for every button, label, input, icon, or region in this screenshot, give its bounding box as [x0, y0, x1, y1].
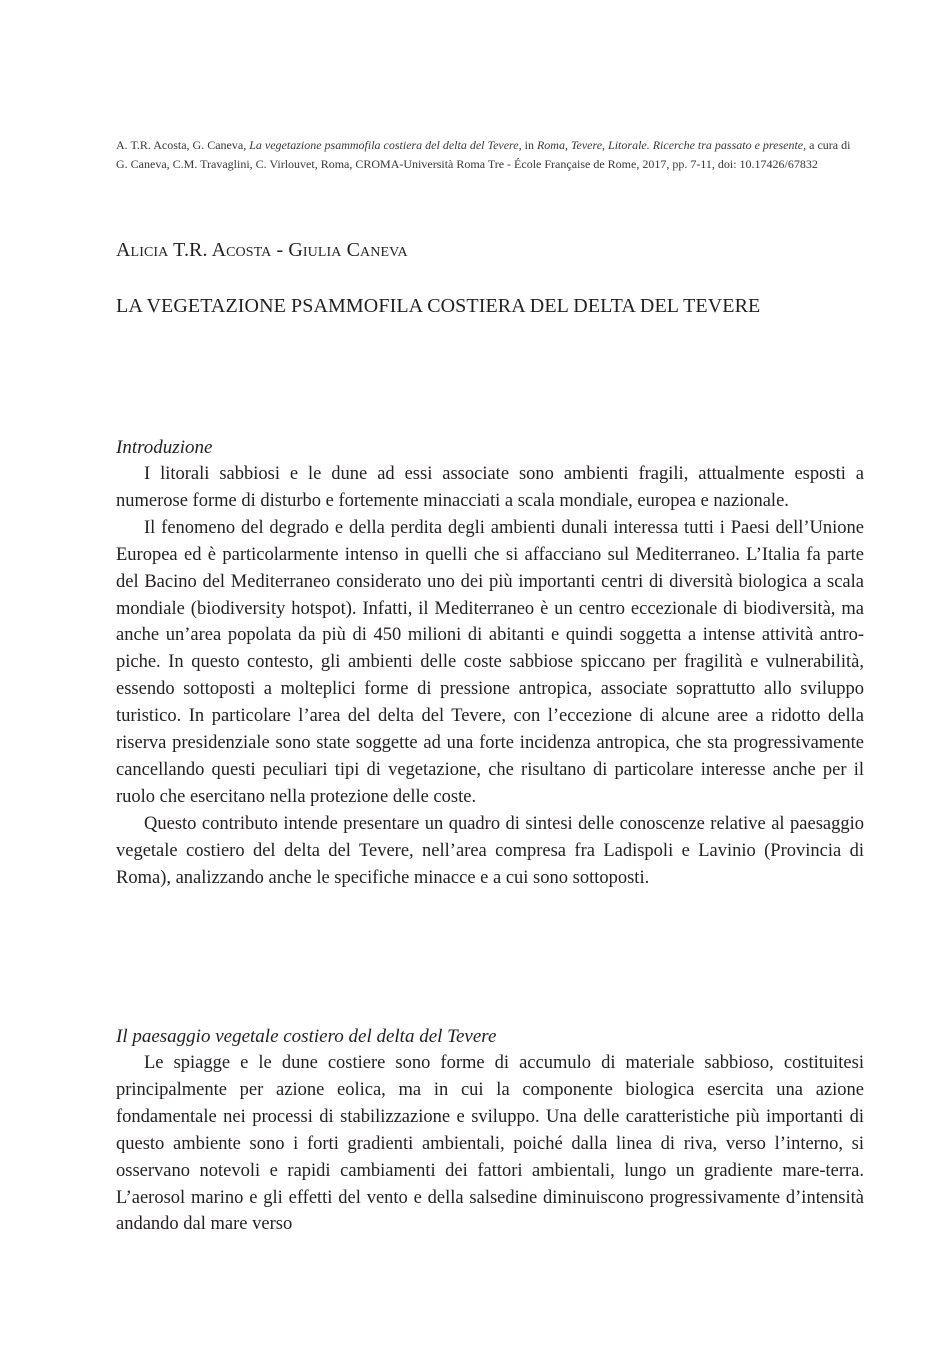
paragraph: Le spiagge e le dune costiere sono forme di accumulo di materiale sabbioso, costituitesi principalmente per azione eolica, ma in cui la componente biologica esercita una azione fondamentale nei processi di stabilizzazione e sviluppo. Una delle caratteristiche più importanti di questo ambiente sono i forti gradienti ambientali, poiché dalla linea di riva, verso l’interno, si osservano notevoli e rapidi cambiamenti dei fattori ambientali, lungo un gradiente mare-terra. L’aerosol marino e gli effetti del vento e della salsedine diminuiscono progressivamente d’intensità andando dal mare verso: [116, 1053, 864, 1235]
article-title: LA VEGETAZIONE PSAMMOFILA COSTIERA DEL DELTA DEL TEVERE: [116, 295, 761, 317]
citation-in: in: [521, 138, 537, 152]
paragraph: I litorali sabbiosi e le dune ad essi associate sono ambienti fragili, attualmente esposti a numerose forme di disturbo e fortemente minacciati a scala mondiale, europea e nazionale.: [116, 464, 864, 511]
citation-article-title: La vegetazione psammofila costiera del delta del Tevere,: [249, 138, 522, 152]
citation-line-2: G. Caneva, C.M. Travaglini, C. Virlouvet, Roma, CROMA-Università Roma Tre - École Française de Rome, 2017, pp. 7-11, doi: 10.17426/67832: [116, 157, 818, 171]
citation-authors: A. T.R. Acosta, G. Caneva,: [116, 138, 250, 152]
section-heading: Il paesaggio vegetale costiero del delta del Tevere: [116, 1026, 497, 1047]
paragraph: Questo contributo intende presentare un quadro di sintesi delle conoscenze relative al paesaggio vegetale costiero del delta del Tevere, nell’area compresa fra Ladispoli e Lavinio (Provincia di Roma), analizzando anche le specifiche minacce e a cui sono sottoposti.: [116, 813, 864, 888]
citation-header: [116, 136, 866, 174]
citation-line-1: [116, 136, 866, 155]
citation-editor-prefix: a cura di: [806, 138, 851, 152]
section-introduzione: [116, 434, 864, 892]
section-paesaggio-vegetale: [116, 1023, 864, 1238]
article-authors: Alicia T.R. Acosta - Giulia Caneva: [116, 239, 408, 261]
section-heading: Introduzione: [116, 437, 213, 458]
citation-book-title: Roma, Tevere, Litorale. Ricerche tra passato e presente,: [536, 138, 807, 152]
paragraph: Il fenomeno del degrado e della perdita degli ambienti dunali interessa tutti i Paesi dell’Unione Europea ed è particolarmente intenso in quelli che si affacciano sul Mediterraneo. L’Italia fa parte del Bacino del Mediterraneo considerato uno dei più importanti centri di diversità biologica a scala mondiale (biodiversity hotspot). Infatti, il Mediterraneo è un centro eccezionale di biodiversità, ma anche un’area popolata da più di 450 milioni di abitanti e quindi soggetta a intense attività antropiche. In questo contesto, gli ambienti delle coste sabbiose spiccano per fragilità e vulnerabilità, essendo sottoposti a molteplici forme di pressione antropica, associate soprattutto allo sviluppo turistico. In particolare l’area del delta del Tevere, con l’eccezione di alcune aree a ridotto della riserva presidenziale sono state soggette ad una forte incidenza antropica, che sta progressivamente cancellando questi peculiari tipi di vegetazione, che risultano di particolare interesse anche per il ruolo che esercitano nella protezione delle coste.: [116, 517, 864, 807]
